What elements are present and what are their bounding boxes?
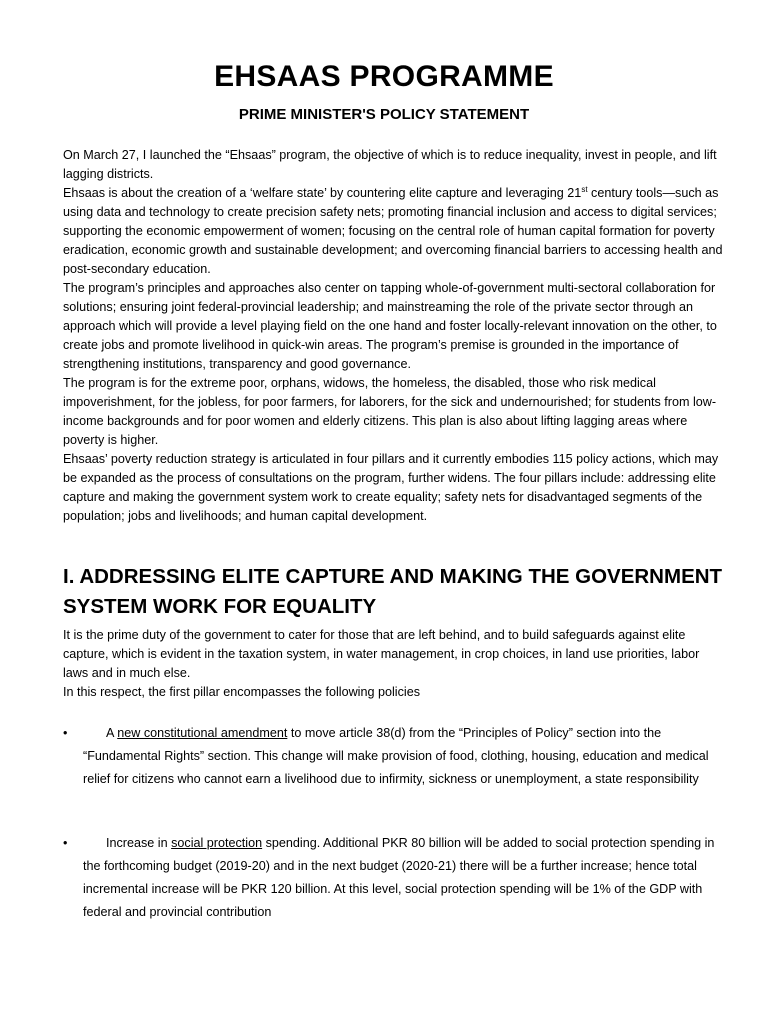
bullet-text (83, 722, 723, 791)
bullet-text (83, 832, 723, 924)
intro-section (63, 146, 723, 526)
text-run: Ehsaas is about the creation of a ‘welfare state’ by countering elite capture and leveraging 21 (63, 186, 582, 200)
document-title: EHSAAS PROGRAMME (214, 60, 554, 93)
text-run: spending. Additional PKR 80 billion will be added to social protection spending in the forthcoming budget (2019-20) and in the next budget (2020-21) there will be a further increase; hence total incremental increase will be PKR 120 billion. At this level, social protection spending will be 1% of the GDP with federal and provincial contribution (83, 836, 715, 919)
section-heading: I. ADDRESSING ELITE CAPTURE AND MAKING THE GOVERNMENT SYSTEM WORK FOR EQUALITY (63, 565, 723, 618)
bullet-dot: • (63, 726, 68, 740)
bullet-dot: • (63, 836, 68, 850)
underlined-term: social protection (171, 836, 263, 850)
document-subtitle: PRIME MINISTER'S POLICY STATEMENT (238, 106, 530, 123)
intro-paragraph: The program’s principles and approaches also center on tapping whole-of-government multi-sectoral collaboration for solutions; ensuring joint federal-provincial leadership; and mainstreaming the role of the private sector through an approach which will provide a level playing field on the one hand and foster locally-relevant innovation on the other, to create jobs and promote livelihood in quick-win areas. The program’s premise is grounded in the importance of strengthening institutions, transparency and good governance. (63, 281, 717, 371)
intro-paragraph: On March 27, I launched the “Ehsaas” program, the objective of which is to reduce inequality, invest in people, and lift lagging districts. (63, 148, 717, 181)
text-run: century tools—such as using data and technology to create precision safety nets; promoting financial inclusion and access to digital services; supporting the economic empowerment of women; focusing on the central role of human capital formation for poverty eradication, economic growth and sustainable development; and overcoming financial barriers to accessing health and post-secondary education. (63, 186, 723, 276)
intro-paragraph: Ehsaas’ poverty reduction strategy is articulated in four pillars and it currently embodies 115 policy actions, which may be expanded as the process of consultations on the program, further widens. The four pillars include: addressing elite capture and making the government system work to create equality; safety nets for disadvantaged segments of the population; jobs and livelihoods; and human capital development. (63, 452, 719, 523)
text-run: Increase in (106, 836, 172, 850)
policy-bullet (63, 722, 723, 791)
section-paragraph: It is the prime duty of the government to cater for those that are left behind, and to build safeguards against elite capture, which is evident in the taxation system, in water management, in crop choices, in land use priorities, labor laws and in much else. (63, 628, 700, 680)
text-run: A (106, 726, 118, 740)
underlined-term: new constitutional amendment (117, 726, 288, 740)
policy-bullet (63, 832, 723, 924)
text-run: to move article 38(d) from the “Principles of Policy” section into the “Fundamental Rights” section. This change will make provision of food, clothing, housing, education and medical relief for citizens who cannot earn a livelihood due to infirmity, sickness or unemployment, a state responsibility (83, 726, 709, 786)
intro-paragraph: The program is for the extreme poor, orphans, widows, the homeless, the disabled, those who risk medical impoverishment, for the jobless, for poor farmers, for laborers, for the sick and undernourished; for students from low-income backgrounds and for poor women and elderly citizens. This plan is also about lifting lagging areas where poverty is higher. (63, 376, 717, 447)
section-body (63, 626, 723, 702)
section-paragraph: In this respect, the first pillar encompasses the following policies (63, 685, 420, 699)
intro-paragraph (63, 184, 723, 279)
superscript: st (581, 184, 588, 194)
